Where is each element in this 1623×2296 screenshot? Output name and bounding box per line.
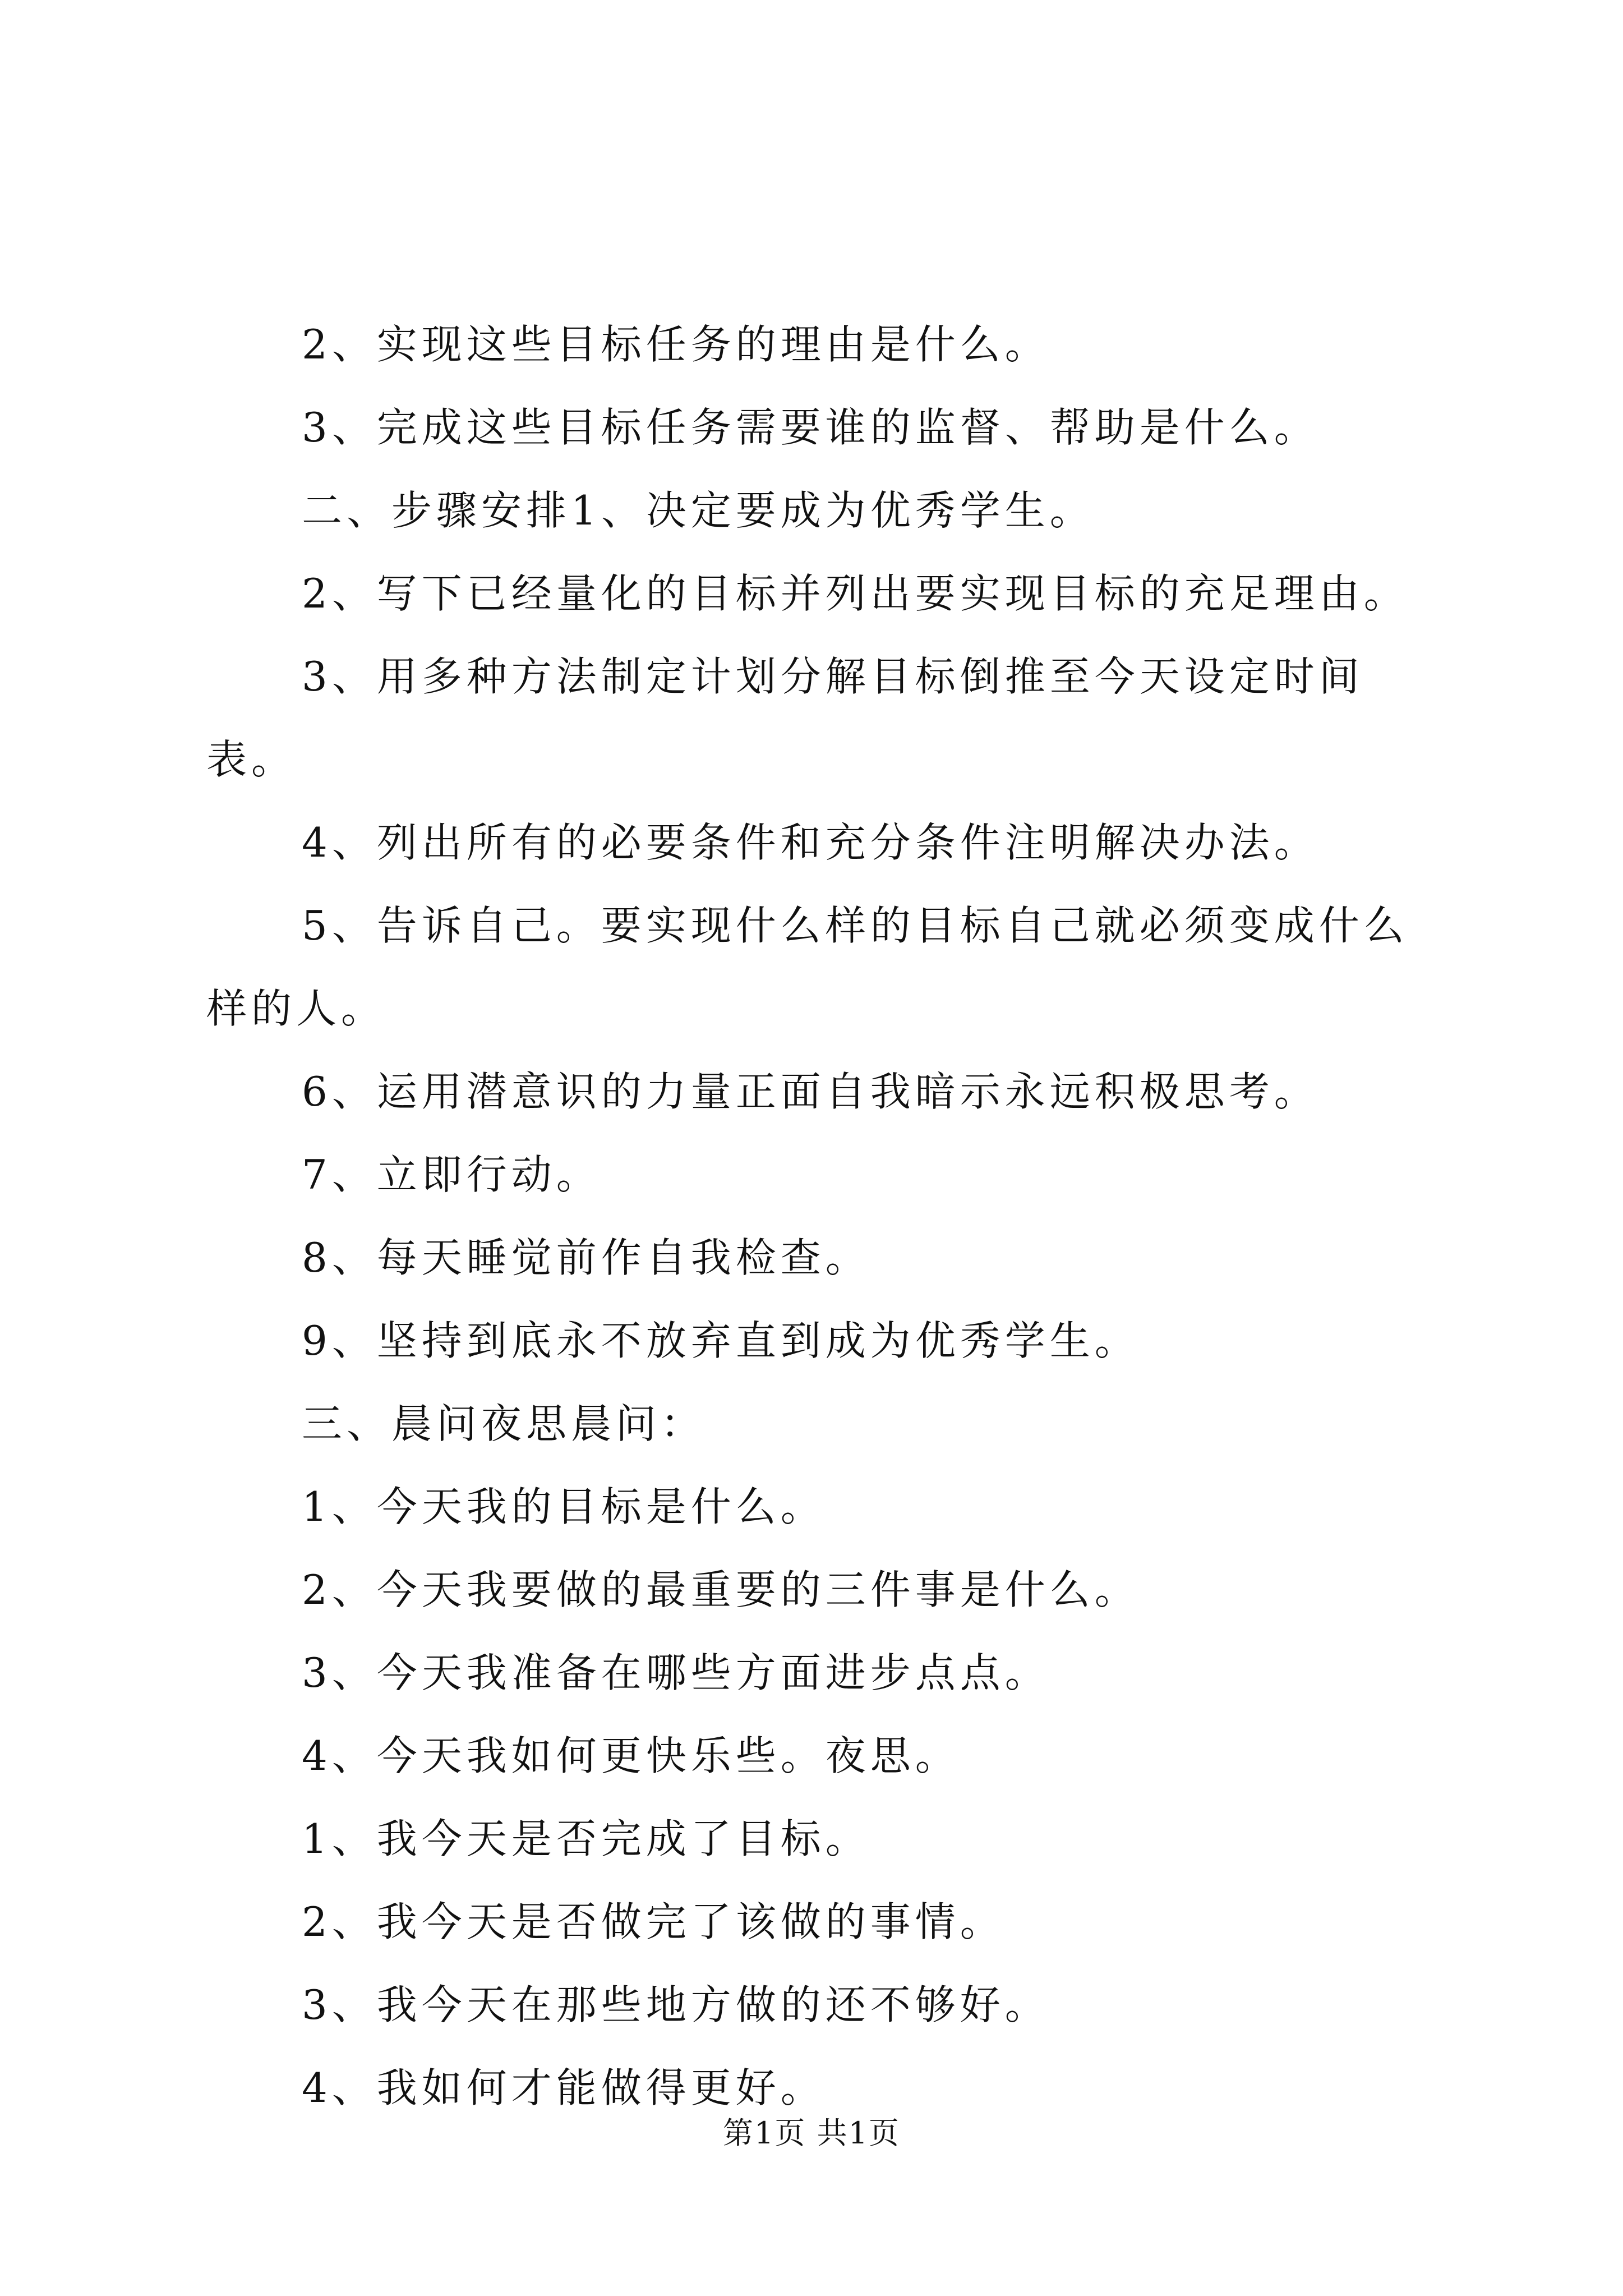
paragraph: 9、坚持到底永不放弃直到成为优秀学生。 <box>302 1317 1140 1364</box>
paragraph: 4、列出所有的必要条件和充分条件注明解决办法。 <box>302 819 1319 866</box>
paragraph: 4、我如何才能做得更好。 <box>302 2064 826 2111</box>
paragraph: 3、用多种方法制定计划分解目标倒推至今天设定时间表。 <box>206 653 1364 783</box>
paragraph: 二、步骤安排1、决定要成为优秀学生。 <box>302 487 1095 534</box>
document-body <box>206 303 1440 2129</box>
paragraph: 三、晨问夜思晨问： <box>302 1400 706 1447</box>
paragraph: 2、我今天是否做完了该做的事情。 <box>302 1898 1005 1945</box>
paragraph: 6、运用潜意识的力量正面自我暗示永远积极思考。 <box>302 1068 1319 1115</box>
paragraph: 4、今天我如何更快乐些。夜思。 <box>302 1732 960 1779</box>
paragraph: 7、立即行动。 <box>302 1151 601 1198</box>
paragraph: 2、今天我要做的最重要的三件事是什么。 <box>302 1566 1140 1613</box>
paragraph: 1、我今天是否完成了目标。 <box>302 1815 870 1862</box>
paragraph: 8、每天睡觉前作自我检查。 <box>302 1234 870 1281</box>
page-footer: 第1页 共1页 <box>723 2115 900 2151</box>
paragraph: 3、完成这些目标任务需要谁的监督、帮助是什么。 <box>302 404 1319 451</box>
paragraph: 3、我今天在那些地方做的还不够好。 <box>302 1981 1050 2028</box>
paragraph: 2、实现这些目标任务的理由是什么。 <box>302 321 1050 368</box>
paragraph: 5、告诉自己。要实现什么样的目标自己就必须变成什么样的人。 <box>206 902 1409 1032</box>
paragraph: 2、写下已经量化的目标并列出要实现目标的充足理由。 <box>302 570 1409 617</box>
paragraph: 1、今天我的目标是什么。 <box>302 1483 826 1530</box>
paragraph: 3、今天我准备在哪些方面进步点点。 <box>302 1649 1050 1696</box>
